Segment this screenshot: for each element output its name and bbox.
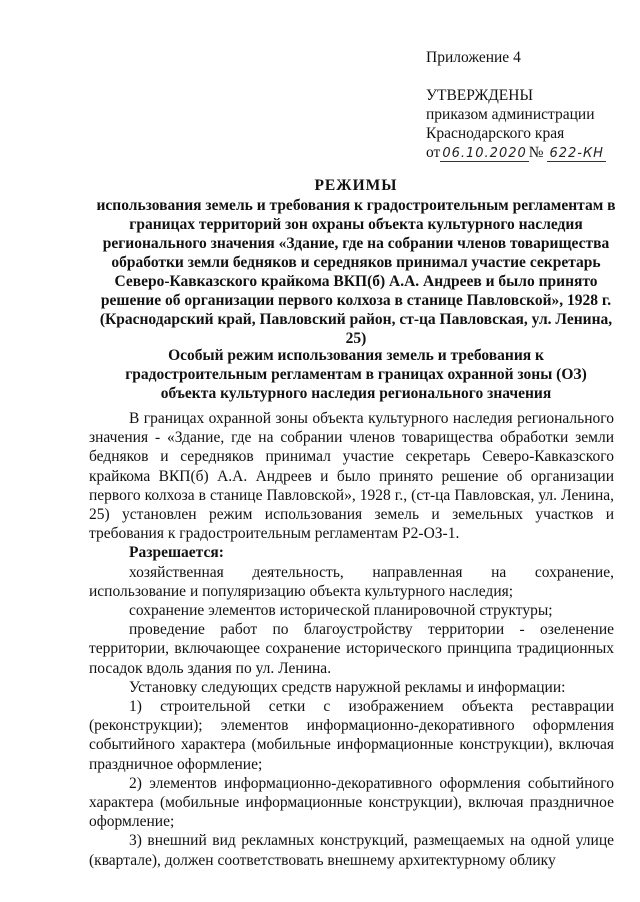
- approved-label: УТВЕРЖДЕНЫ: [426, 87, 533, 104]
- paragraph-economic-activity: хозяйственная деятельность, направленная на сохранение, использование и популяризацию объекта культурного наследия;: [89, 563, 614, 600]
- paragraph-item-3: 3) внешний вид рекламных конструкций, размещаемых на одной улице (квартале), должен соответствовать внешнему архитектурному облику: [89, 832, 614, 869]
- paragraph-intro: В границах охранной зоны объекта культурного наследия регионального значения - «Здание, где на собрании членов товарищества обработки земли бедняков и середняков принимал участие секретарь Северо-Кавказского крайкома ВКП(б) А.А. Андреев и было принято решение об организации первого колхоза в станице Павловской», 1928 г., (ст-ца Павловская, ул. Ленина, 25) установлен режим использования земель и земельных участков и требования к градостроительным регламентам Р2-ОЗ-1.: [89, 410, 614, 543]
- paragraph-permitted-heading: Разрешается:: [129, 544, 224, 562]
- approval-block: [426, 48, 636, 163]
- handwritten-date: 06.10.2020: [442, 146, 527, 161]
- document-body: [89, 409, 614, 870]
- number-sign: №: [528, 144, 544, 161]
- paragraph-item-1: 1) строительной сетки с изображением объекта реставрации (реконструкции); элементов информационно-декоративного оформления событийного характера (мобильные информационные конструкции), включая праздничное оформление;: [89, 698, 614, 773]
- appendix-label: Приложение 4: [426, 49, 521, 66]
- order-line-1: приказом администрации: [426, 106, 595, 123]
- paragraph-landscaping: проведение работ по благоустройству территории - озеленение территории, включающее сохранение исторического принципа традиционных посадок вдоль здания по ул. Ленина.: [89, 621, 614, 677]
- document-title-block: [96, 176, 616, 348]
- document-subtitle: использования земель и требования к градостроительным регламентам в границах территорий зон охраны объекта культурного наследия регионального значения «Здание, где на собрании членов товарищества обработки земли бедняков и середняков принимал участие секретарь Северо-Кавказского крайкома ВКП(б) А.А. Андреев и было принято решение об организации первого колхоза в станице Павловской», 1928 г. (Краснодарский край, Павловский район, ст-ца Павловская, ул. Ленина, 25): [96, 197, 616, 347]
- paragraph-item-2: 2) элементов информационно-декоративного оформления событийного характера (мобильные информационные конструкции), включая праздничное оформление;: [89, 774, 614, 831]
- handwritten-number: 622-КН: [549, 146, 604, 161]
- paragraph-planning-structure: сохранение элементов исторической планировочной структуры;: [129, 602, 553, 620]
- document-title: РЕЖИМЫ: [314, 177, 398, 194]
- section-heading: Особый режим использования земель и требования к градостроительным регламентам в границах охранной зоны (ОЗ) объекта культурного наследия регионального значения: [125, 347, 587, 402]
- order-date-number: [426, 143, 636, 163]
- order-line-2: Краснодарского края: [426, 125, 565, 142]
- paragraph-advertising-intro: Установку следующих средств наружной рекламы и информации:: [129, 678, 566, 696]
- date-prefix: от: [426, 144, 441, 161]
